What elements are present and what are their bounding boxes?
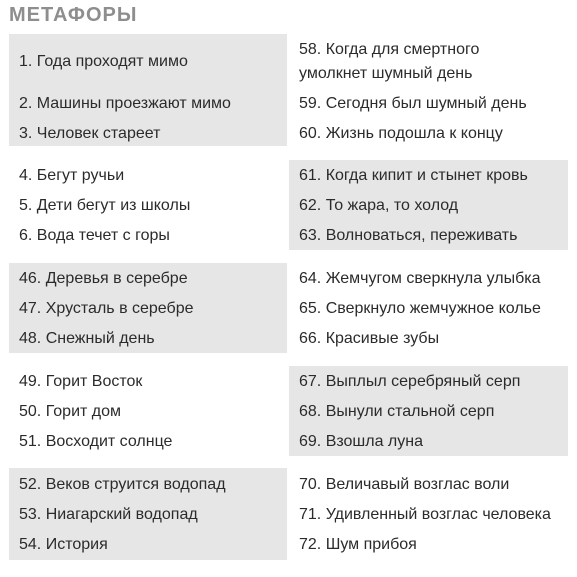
list-item: 67. Выплыл серебряный серп: [299, 373, 521, 390]
metaphor-group-70-72: [289, 468, 568, 560]
list-item: 71. Удивленный возглас человека: [299, 506, 551, 523]
list-item: 66. Красивые зубы: [299, 330, 440, 347]
list-item: 49. Горит Восток: [19, 373, 143, 390]
metaphor-group-64-66: [289, 263, 568, 353]
metaphor-group-4-6: [9, 160, 287, 250]
metaphor-group-67-69: [289, 366, 568, 456]
list-item: 48. Снежный день: [19, 330, 155, 347]
list-item: 3. Человек стареет: [19, 125, 161, 142]
list-item: 72. Шум прибоя: [299, 536, 417, 553]
list-item: 50. Горит дом: [19, 403, 122, 420]
list-item: 53. Ниагарский водопад: [19, 506, 198, 523]
page-title: МЕТАФОРЫ: [9, 4, 138, 26]
list-item: 59. Сегодня был шумный день: [299, 95, 527, 112]
list-item: 6. Вода течет с горы: [19, 227, 170, 244]
list-item: 52. Веков струится водопад: [19, 476, 226, 493]
list-item: 51. Восходит солнце: [19, 433, 173, 450]
list-item: 47. Хрусталь в серебре: [19, 300, 194, 317]
list-item: 4. Бегут ручьи: [19, 167, 125, 184]
list-item: 70. Величавый возглас воли: [299, 476, 510, 493]
list-item: 2. Машины проезжают мимо: [19, 95, 231, 112]
list-item: 46. Деревья в серебре: [19, 270, 188, 287]
list-item: 1. Года проходят мимо: [19, 53, 188, 70]
metaphor-group-46-48: [9, 263, 287, 353]
metaphor-group-52-54: [9, 468, 287, 560]
list-item: 69. Взошла луна: [299, 433, 423, 450]
list-item: 63. Волноваться, переживать: [299, 227, 518, 244]
list-item: 65. Сверкнуло жемчужное колье: [299, 300, 541, 317]
metaphor-group-58-60: [289, 34, 568, 146]
list-item: умолкнет шумный день: [299, 65, 473, 82]
list-item: 61. Когда кипит и стынет кровь: [299, 167, 528, 184]
list-item: 5. Дети бегут из школы: [19, 197, 191, 214]
list-item: 64. Жемчугом сверкнула улыбка: [299, 270, 541, 287]
metaphor-group-61-63: [289, 160, 568, 250]
metaphor-group-49-51: [9, 366, 287, 456]
list-item: 58. Когда для смертного: [299, 41, 480, 58]
list-item: 68. Вынули стальной серп: [299, 403, 495, 420]
metaphor-group-1-3: [9, 34, 287, 146]
list-item: 60. Жизнь подошла к концу: [299, 125, 503, 142]
list-item: 62. То жара, то холод: [299, 197, 459, 214]
list-item: 54. История: [19, 536, 108, 553]
